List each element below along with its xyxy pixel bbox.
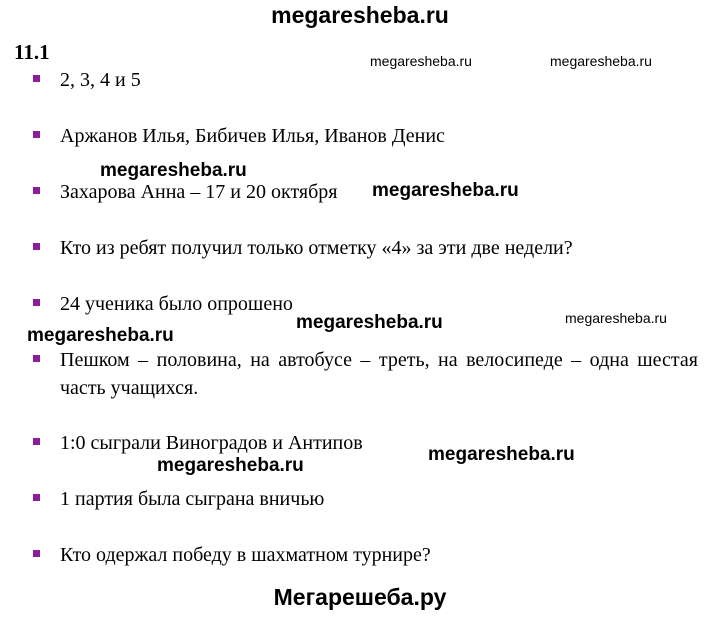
watermark: megaresheba.ru — [157, 455, 304, 476]
watermark: megaresheba.ru — [428, 444, 575, 465]
watermark: megaresheba.ru — [550, 53, 652, 69]
watermark: megaresheba.ru — [100, 160, 247, 181]
bullet-marker — [33, 299, 40, 306]
watermark: megaresheba.ru — [370, 53, 472, 69]
list-item: 1 партия была сыграна вничью — [60, 488, 325, 510]
bullet-marker — [33, 494, 40, 501]
bullet-marker — [33, 243, 40, 250]
list-item: Пешком – половина, на автобусе – треть, на велосипеде – одна шестая часть учащихся. — [60, 349, 698, 399]
list-item: Аржанов Илья, Бибичев Илья, Иванов Денис — [60, 125, 445, 147]
list-item: 2, 3, 4 и 5 — [60, 69, 141, 91]
bullet-marker — [33, 187, 40, 194]
bullet-marker — [33, 438, 40, 445]
watermark: megaresheba.ru — [296, 312, 443, 333]
list-item: Кто одержал победу в шахматном турнире? — [60, 544, 431, 566]
watermark: megaresheba.ru — [372, 180, 519, 201]
bullet-marker — [33, 75, 40, 82]
list-item: Захарова Анна – 17 и 20 октября — [60, 181, 338, 203]
section-title: 11.1 — [14, 40, 50, 64]
site-footer: Мегарешеба.ру — [273, 584, 447, 610]
list-item: Кто из ребят получил только отметку «4» за эти две недели? — [60, 237, 573, 259]
bullet-marker — [33, 131, 40, 138]
list-item: 24 ученика было опрошено — [60, 293, 293, 315]
watermark: megaresheba.ru — [565, 310, 667, 326]
list-item: 1:0 сыграли Виноградов и Антипов — [60, 432, 363, 454]
site-header: megaresheba.ru — [271, 2, 449, 28]
bullet-marker — [33, 355, 40, 362]
watermark: megaresheba.ru — [27, 325, 174, 346]
bullet-marker — [33, 550, 40, 557]
